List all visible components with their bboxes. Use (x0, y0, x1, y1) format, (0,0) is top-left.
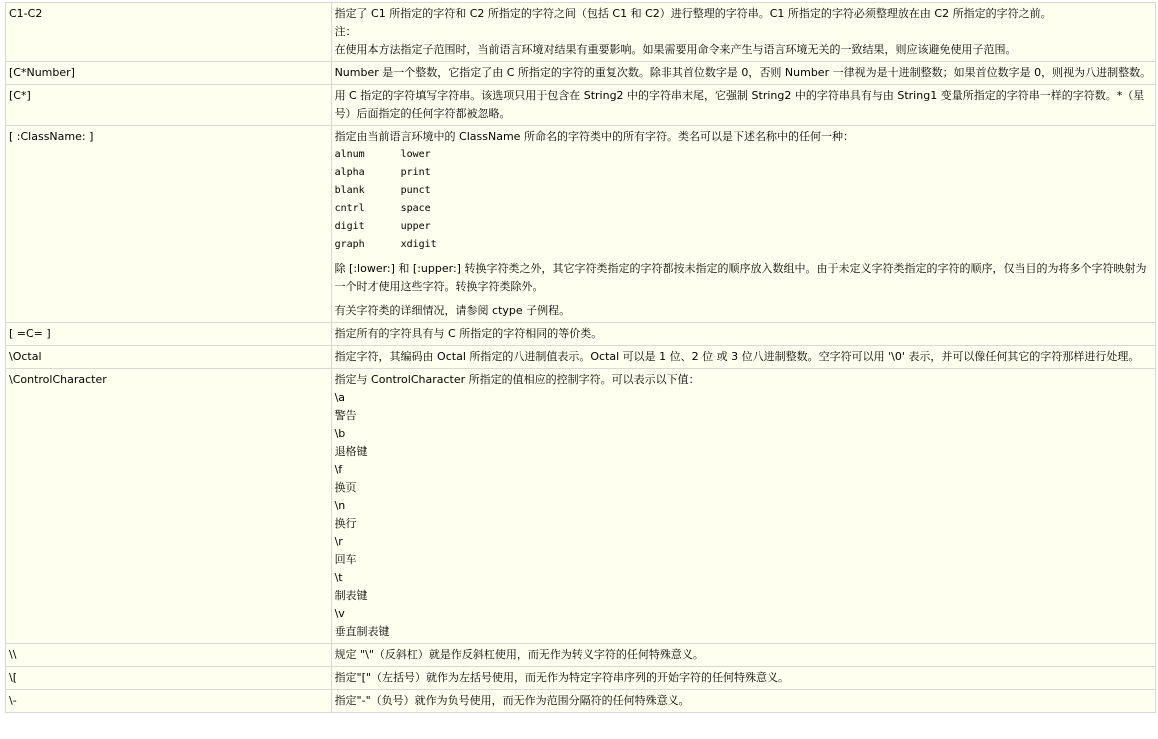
class-name: print (400, 167, 431, 178)
row-description (331, 62, 1155, 85)
control-escape: \n (334, 499, 346, 512)
control-escape: \t (334, 571, 343, 584)
control-escape: \b (334, 427, 346, 440)
table-row (6, 644, 1156, 667)
description-text: 指定字符，其编码由 Octal 所指定的八进制值表示。Octal 可以是 1 位、2 位 或 3 位八进制整数。空字符可以用 '\0' 表示，并可以像任何其它的字符那样进行处理。 (334, 350, 1140, 363)
class-name: punct (400, 185, 431, 196)
table-row (6, 126, 1156, 323)
description-text: 指定"["（左括号）就作为左括号使用，而无作为特定字符串序列的开始字符的任何特殊意义。 (334, 671, 789, 684)
control-escape: \f (334, 463, 343, 476)
row-description (331, 667, 1155, 690)
row-key: [ :ClassName: ] (6, 126, 332, 323)
row-key: \- (6, 690, 332, 713)
description-line: 在使用本方法指定子范围时，当前语言环境对结果有重要影响。如果需要用命令来产生与语言环境无关的一致结果，则应该避免使用子范围。 (334, 43, 1017, 56)
class-name: lower (400, 149, 431, 160)
control-meaning: 警告 (334, 409, 357, 422)
row-description (331, 323, 1155, 346)
class-name: alpha (334, 167, 365, 178)
row-key: \ControlCharacter (6, 369, 332, 644)
row-description (331, 369, 1155, 644)
control-escape: \r (334, 535, 343, 548)
description-text: 指定"-"（负号）就作为负号使用，而无作为范围分隔符的任何特殊意义。 (334, 694, 690, 707)
class-name: space (400, 203, 431, 214)
description-line: 指定了 C1 所指定的字符和 C2 所指定的字符之间（包括 C1 和 C2）进行整理的字符串。C1 所指定的字符必须整理放在由 C2 所指定的字符之前。 (334, 7, 1052, 20)
class-name: cntrl (334, 203, 365, 214)
control-meaning: 换行 (334, 517, 357, 530)
class-name: graph (334, 239, 365, 250)
control-escape: \v (334, 607, 345, 620)
table-row (6, 690, 1156, 713)
row-key: \\ (6, 644, 332, 667)
class-name-list (335, 146, 1152, 254)
reference-table (5, 2, 1156, 713)
control-meaning: 回车 (334, 553, 357, 566)
description-line: 指定与 ControlCharacter 所指定的值相应的控制字符。可以表示以下值： (334, 373, 700, 386)
row-key: \Octal (6, 346, 332, 369)
row-key: [ =C= ] (6, 323, 332, 346)
class-name: digit (334, 221, 365, 232)
row-key: C1-C2 (6, 3, 332, 62)
row-key: [C*] (6, 85, 332, 126)
control-meaning: 换页 (334, 481, 357, 494)
table-row (6, 3, 1156, 62)
description-text: 规定 "\"（反斜杠）就是作反斜杠使用，而无作为转义字符的任何特殊意义。 (334, 648, 704, 661)
row-description (331, 346, 1155, 369)
description-note: 有关字符类的详细情况，请参阅 ctype 子例程。 (334, 304, 571, 317)
row-key: \[ (6, 667, 332, 690)
control-meaning: 垂直制表键 (334, 625, 390, 638)
row-description (331, 690, 1155, 713)
table-row (6, 323, 1156, 346)
row-description (331, 126, 1155, 323)
class-name: blank (334, 185, 365, 196)
description-intro: 指定由当前语言环境中的 ClassName 所命名的字符类中的所有字符。类名可以是下述名称中的任何一种： (334, 130, 854, 143)
row-description (331, 85, 1155, 126)
class-name: xdigit (400, 239, 437, 250)
control-escape: \a (334, 391, 346, 404)
control-meaning: 退格键 (334, 445, 368, 458)
class-name: upper (400, 221, 431, 232)
table-row (6, 369, 1156, 644)
class-name: alnum (334, 149, 365, 160)
description-text: 用 C 指定的字符填写字符串。该选项只用于包含在 String2 中的字符串末尾，它强制 String2 中的字符串具有与由 String1 变量所指定的字符串一样的字符数。*（星号）后面指定的任何字符都被忽略。 (334, 89, 1145, 120)
description-text: Number 是一个整数，它指定了由 C 所指定的字符的重复次数。除非其首位数字是 0，否则 Number 一律视为是十进制整数；如果首位数字是 0，则视为八进制整数。 (334, 66, 1152, 79)
control-meaning: 制表键 (334, 589, 368, 602)
table-row (6, 62, 1156, 85)
description-text: 指定所有的字符具有与 C 所指定的字符相同的等价类。 (334, 327, 603, 340)
table-row (6, 667, 1156, 690)
description-line: 注： (334, 25, 357, 38)
row-description (331, 3, 1155, 62)
description-note: 除 [:lower:] 和 [:upper:] 转换字符类之外，其它字符类指定的字符都按未指定的顺序放入数组中。由于未定义字符类指定的字符的顺序，仅当目的为将多个字符映射为一个时才使用这些字符。转换字符类除外。 (334, 262, 1147, 293)
row-description (331, 644, 1155, 667)
table-row (6, 85, 1156, 126)
row-key: [C*Number] (6, 62, 332, 85)
table-row (6, 346, 1156, 369)
